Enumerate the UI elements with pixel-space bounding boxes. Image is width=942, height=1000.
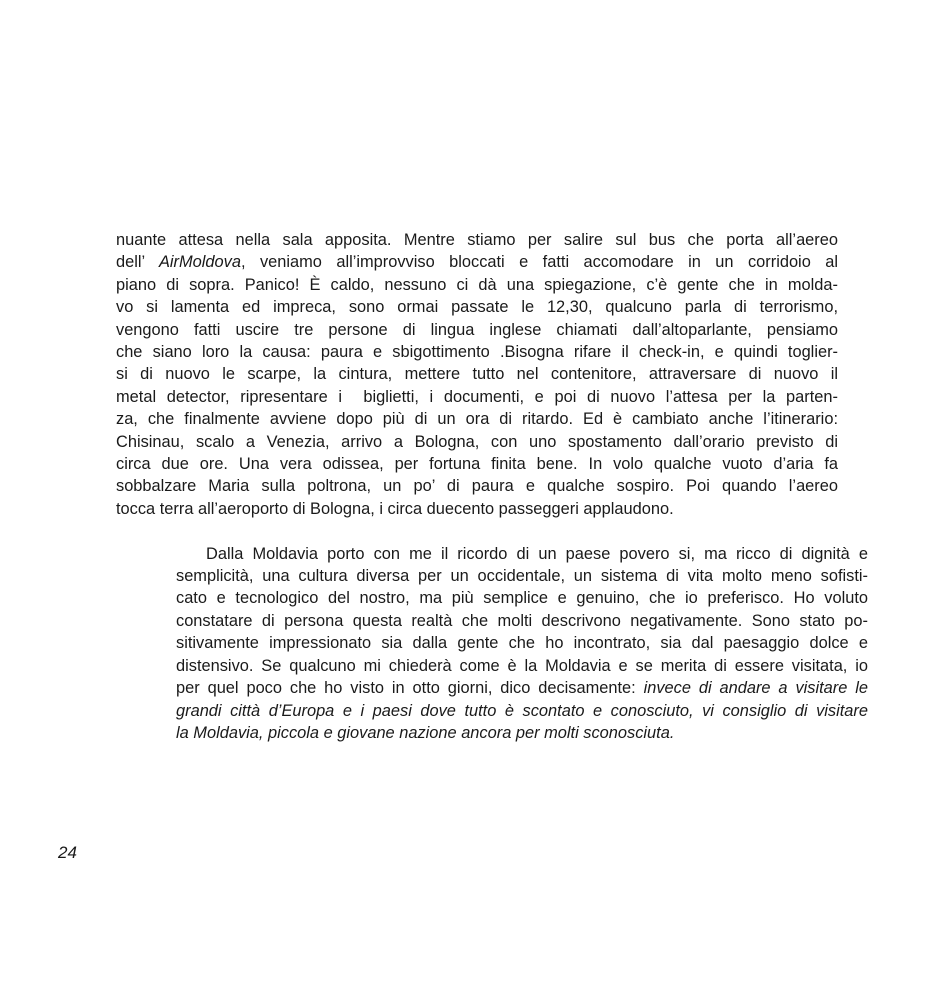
text-line: [116, 722, 838, 744]
paragraph: [116, 229, 838, 520]
text-line: [116, 587, 868, 609]
text-line: [116, 700, 868, 722]
text-run: piano di sopra. Panico! È caldo, nessuno ci dà una spiegazione, c’è gente che in molda-: [116, 275, 838, 294]
text-run: za, che finalmente avviene dopo più di un ora di ritardo. Ed è cambiato anche l’itinerario:: [116, 410, 838, 429]
text-line: [116, 363, 838, 385]
text-line: [116, 341, 838, 363]
text-run: vo si lamenta ed impreca, sono ormai passate le 12,30, qualcuno parla di terrorismo,: [116, 298, 838, 317]
italic-text: la Moldavia, piccola e giovane nazione ancora per molti sconosciuta.: [176, 723, 675, 742]
text-line: [116, 296, 838, 318]
text-run: distensivo. Se qualcuno mi chiederà come è la Moldavia e se merita di essere visitata, io: [176, 656, 868, 675]
text-line: [116, 274, 838, 296]
text-run: si di nuovo le scarpe, la cintura, mettere tutto nel contenitore, attraversare di nuovo il: [116, 365, 838, 384]
text-line: [116, 655, 868, 677]
text-line: [116, 565, 868, 587]
text-run: nuante attesa nella sala apposita. Mentre stiamo per salire sul bus che porta all’aereo: [116, 231, 838, 249]
text-line: [116, 408, 838, 430]
italic-text: grandi città d’Europa e i paesi dove tutto è scontato e conosciuto, vi consiglio di visitare: [176, 701, 868, 720]
text-line: [116, 677, 868, 699]
text-run: sitivamente impressionato sia dalla gente che ho incontrato, sia dal paesaggio dolce e: [176, 634, 868, 653]
text-line: [116, 453, 838, 475]
text-line: [116, 632, 868, 654]
text-line: [116, 319, 838, 341]
text-run: constatare di persona questa realtà che molti descrivono negativamente. Sono stato po-: [176, 611, 868, 630]
text-run: che siano loro la causa: paura e sbigottimento .Bisogna rifare il check-in, e quindi toglier-: [116, 343, 838, 362]
text-run: semplicità, una cultura diversa per un occidentale, un sistema di vita molto meno sofisti-: [176, 567, 868, 586]
italic-text: invece di andare a visitare le: [643, 679, 868, 698]
text-run: circa due ore. Una vera odissea, per fortuna finita bene. In volo qualche vuoto d’aria fa: [116, 455, 838, 474]
text-run: vengono fatti uscire tre persone di lingua inglese chiamati dall’altoparlante, pensiamo: [116, 320, 838, 339]
text-line: [116, 251, 838, 273]
text-line: [116, 498, 838, 520]
text-run: dell’: [116, 253, 159, 272]
text-run: cato e tecnologico del nostro, ma più semplice e genuino, che io preferisco. Ho voluto: [176, 589, 868, 608]
text-run: metal detector, ripresentare i biglietti, i documenti, e poi di nuovo l’attesa per la parten-: [116, 387, 838, 406]
text-run: tocca terra all’aeroporto di Bologna, i circa duecento passeggeri applaudono.: [116, 499, 674, 518]
paragraph: [116, 543, 868, 745]
text-run: sobbalzare Maria sulla poltrona, un po’ di paura e qualche sospiro. Poi quando l’aereo: [116, 477, 838, 496]
italic-text: AirMoldova: [158, 253, 241, 272]
page-number: 24: [58, 843, 77, 862]
text-run: Chisinau, scalo a Venezia, arrivo a Bologna, con uno spostamento dall’orario previsto di: [116, 432, 838, 451]
text-line: [116, 610, 868, 632]
text-line: [116, 229, 838, 251]
text-run: per quel poco che ho visto in otto giorni, dico decisamente:: [176, 679, 644, 698]
text-line: [116, 475, 838, 497]
body-text: [116, 229, 868, 744]
text-line: [116, 431, 838, 453]
text-run: Dalla Moldavia porto con me il ricordo di un paese povero si, ma ricco di dignità e: [206, 544, 868, 563]
text-run: , veniamo all’improvviso bloccati e fatti accomodare in un corridoio al: [240, 253, 838, 272]
text-line: [116, 386, 838, 408]
text-line: [116, 543, 868, 565]
